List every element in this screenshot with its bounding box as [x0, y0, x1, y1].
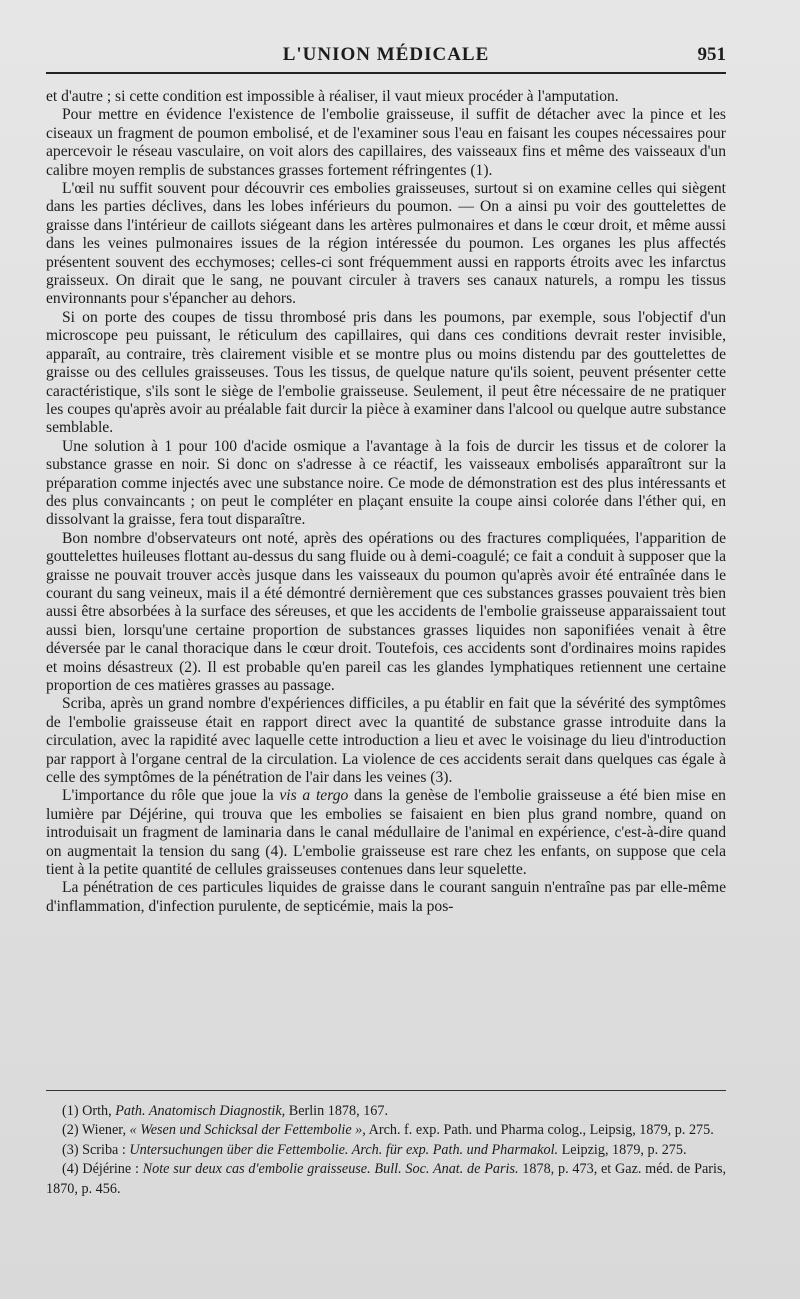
- footnote: [46, 1102, 726, 1121]
- footnote-title: Path. Anatomisch Diagnostik,: [115, 1103, 286, 1119]
- footnote-rest: Berlin 1878, 167.: [288, 1103, 389, 1119]
- footnote: [46, 1121, 726, 1140]
- footnote-mark: (1): [62, 1103, 79, 1119]
- footnote-author: Orth,: [82, 1103, 112, 1119]
- paragraph: Scriba, après un grand nombre d'expériences difficiles, a pu établir en fait que la sévérité des symptômes de l'embolie graisseuse était en rapport direct avec la quantité de substance grasse introduite dans la circulation, avec la rapidité avec laquelle cette introduction a lieu et avec le voisinage du lieu d'introduction par rapport à l'organe central de la circulation. La violence de ces accidents serait dans quelques cas égale à celle des symptômes de la pénétration de l'air dans les veines (3).: [46, 695, 726, 787]
- footnote: [46, 1160, 726, 1199]
- paragraph-text: dans la genèse de l'embolie graisseuse a été bien mise en lumière par Déjérine, qui trouva que les embolies se faisaient en bien plus grand nombre, quand on introduisait un fragment de laminaria dans le canal médullaire de l'animal en expérience, c'est-à-dire quand on augmentait la tension du sang (4). L'embolie graisseuse est rare chez les enfants, on suppose que cela tient à la petite quantité de cellules graisseuses contenues dans leur squelette.: [46, 787, 726, 879]
- footnote-rest: Arch. f. exp. Path. und Pharma colog., Leipsig, 1879, p. 275.: [368, 1122, 714, 1139]
- footnote-mark: (4): [62, 1161, 79, 1178]
- footnote-mark: (2): [62, 1122, 79, 1139]
- article-body: [46, 88, 726, 916]
- page-number: 951: [697, 44, 726, 65]
- footnote-mark: (3): [62, 1141, 79, 1158]
- footnote-rest: 1878, p. 473, et Gaz. méd. de Paris, 1870, p. 456.: [46, 1161, 727, 1197]
- footnote-title: Note sur deux cas d'embolie graisseuse. Bull. Soc. Anat. de Paris.: [142, 1161, 519, 1178]
- footnote-title: Untersuchungen über die Fettembolie. Arch. für exp. Path. und Pharmakol.: [129, 1141, 559, 1158]
- paragraph: Bon nombre d'observateurs ont noté, après des opérations ou des fractures compliquées, l'apparition de gouttelettes huileuses flottant au-dessus du sang fluide ou à demi-coagulé; ce fait a conduit à supposer que la graisse ne pouvait trouver accès jusque dans les vaisseaux du poumon qu'après avoir été entraînée dans le courant du sang veineux, mais il a été démontré dernièrement que ces substances grasses pouvaient très bien aussi être absorbées à la surface des séreuses, et que les accidents de l'embolie graisseuse apparaissaient tout aussi bien, lorsqu'une certaine proportion de substances grasses liquides non saponifiées venait à être déversée par le canal thoracique dans le cœur droit. Toutefois, ces accidents sont d'ordinaires moins rapides et moins désastreux (2). Il est probable qu'en pareil cas les glandes lymphatiques retiennent une certaine proportion de ces matières grasses au passage.: [46, 529, 726, 694]
- header-rule: [46, 72, 726, 74]
- footnotes: [46, 1102, 726, 1199]
- paragraph: Si on porte des coupes de tissu thrombosé pris dans les poumons, par exemple, sous l'objectif d'un microscope peu puissant, le réticulum des capillaires, qui dans ces conditions devrait rester invisible, apparaît, au contraire, très clairement visible et se montre plus ou moins distendu par des gouttelettes de graisse ou des cellules graisseuses. Tous les tissus, de quelque nature qu'ils soient, peuvent présenter cette caractéristique, s'ils sont le siège de l'embolie graisseuse. Seulement, il peut être nécessaire de ne pratiquer les coupes qu'après avoir au préalable fait durcir la pièce à examiner dans l'alcool ou quelque autre substance semblable.: [46, 308, 726, 437]
- footnote: [46, 1141, 726, 1160]
- paragraph-text: L'importance du rôle que joue la: [62, 787, 280, 805]
- latin-phrase: vis a tergo: [279, 787, 349, 805]
- paragraph: [46, 787, 726, 879]
- footnote-author: Déjérine :: [82, 1161, 139, 1178]
- paragraph: Pour mettre en évidence l'existence de l'embolie graisseuse, il suffit de détacher avec la pince et les ciseaux un fragment de poumon embolisé, et de l'examiner sous l'eau en faisant les coupes nécessaires pour apercevoir le réseau vasculaire, on voit alors des capillaires, des vaisseaux fins et même des vaisseaux d'un calibre moyen remplis de substances grasses fortement réfringentes (1).: [46, 106, 726, 179]
- footnote-title: « Wesen und Schicksal der Fettembolie »,: [129, 1122, 366, 1139]
- running-header: [46, 44, 726, 74]
- footnote-author: Scriba :: [82, 1141, 126, 1158]
- footnote-rule: [46, 1090, 726, 1091]
- footnote-author: Wiener,: [81, 1122, 126, 1139]
- paragraph: La pénétration de ces particules liquides de graisse dans le courant sanguin n'entraîne pas par elle-même d'inflammation, d'infection purulente, de septicémie, mais la pos-: [46, 879, 726, 915]
- paragraph: et d'autre ; si cette condition est impossible à réaliser, il vaut mieux procéder à l'amputation.: [46, 88, 619, 105]
- footnote-rest: Leipzig, 1879, p. 275.: [561, 1141, 687, 1158]
- paragraph: L'œil nu suffit souvent pour découvrir ces embolies graisseuses, surtout si on examine celles qui siègent dans les parties déclives, dans les lobes inférieurs du poumon. — On a ainsi pu voir des gouttelettes de graisse dans l'intérieur de caillots siégeant dans les artères pulmonaires et dans le cœur droit, et même aussi dans les veines pulmonaires issues de la région intéressée du poumon. Les organes les plus affectés présentent souvent des ecchymoses; celles-ci sont fréquemment aussi en rapports étroits avec les infarctus graisseux. On dirait que le sang, ne pouvant circuler à travers ses canaux naturels, a rompu les tissus environnants pour s'épancher au dehors.: [46, 180, 726, 308]
- paragraph: Une solution à 1 pour 100 d'acide osmique a l'avantage à la fois de durcir les tissus et de colorer la substance grasse en noir. Si donc on s'adresse à ce réactif, les vaisseaux embolisés apparaîtront sur la préparation comme injectés avec une substance noire. Ce mode de démonstration est des plus intéressants et des plus convaincants ; on peut le compléter en plaçant ensuite la coupe ainsi colorée dans l'éther qui, en dissolvant la graisse, fera tout disparaître.: [46, 437, 726, 529]
- journal-title: L'UNION MÉDICALE: [282, 44, 490, 65]
